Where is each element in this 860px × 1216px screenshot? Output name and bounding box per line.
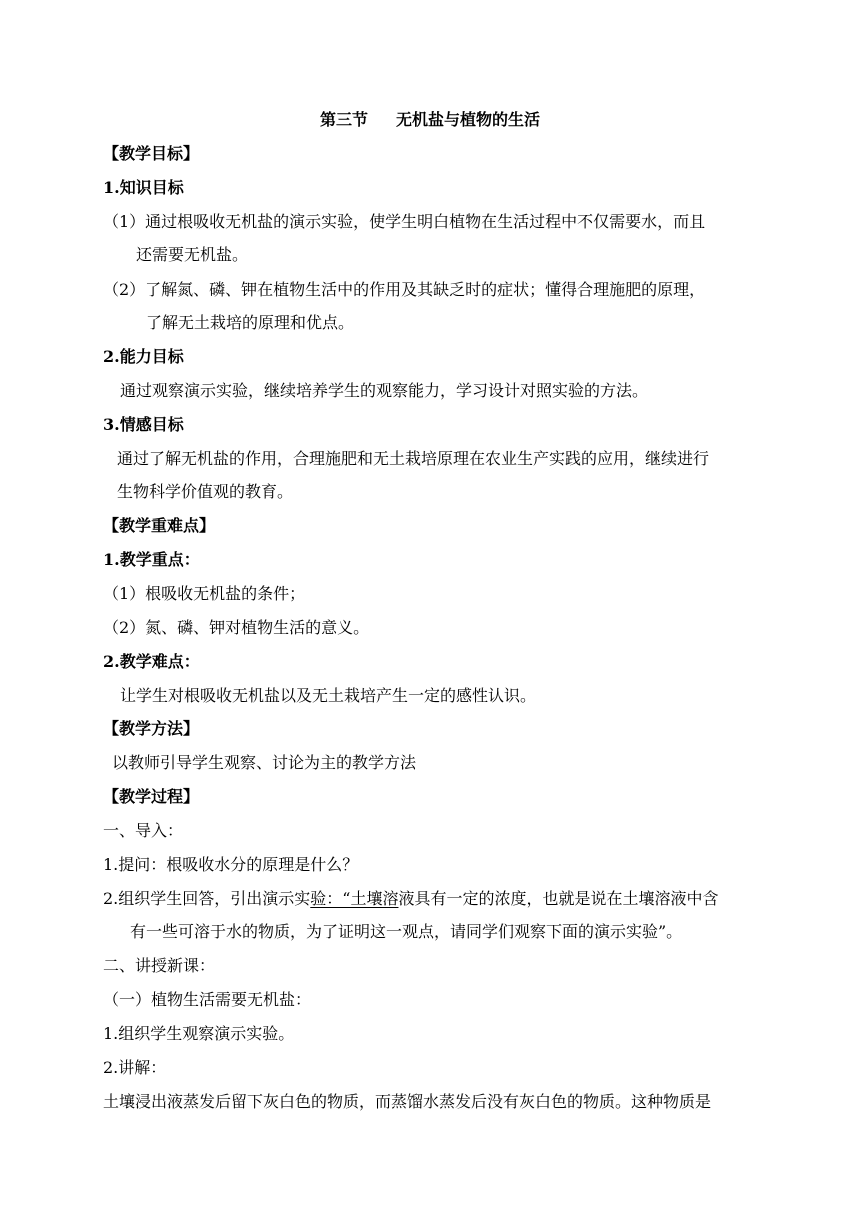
explain-line1: 土壤浸出液蒸发后留下灰白色的物质，而蒸馏水蒸发后没有灰白色的物质。这种物质是 xyxy=(103,1092,712,1111)
emotion-heading: 3.情感目标 xyxy=(103,415,184,434)
keypoints-heading: 【教学重难点】 xyxy=(103,516,216,535)
knowledge-item1-line2: 还需要无机盐。 xyxy=(136,245,249,264)
title-section: 第三节 xyxy=(319,110,368,129)
ability-heading: 2.能力目标 xyxy=(103,347,184,366)
method-heading: 【教学方法】 xyxy=(103,719,200,738)
intro-item2-line1 xyxy=(103,889,718,909)
focus-item1: （1）根吸收无机盐的条件； xyxy=(103,584,306,603)
intro-item2-text-post: 液具有一定的浓度，也就是说在土壤溶液中含 xyxy=(398,889,719,908)
emotion-line1: 通过了解无机盐的作用，合理施肥和无土栽培原理在农业生产实践的应用，继续进行 xyxy=(117,449,710,468)
new-lesson-heading: 二、讲授新课： xyxy=(103,956,216,975)
process-heading: 【教学过程】 xyxy=(103,787,200,806)
intro-item2-underlined: 验：“土壤溶 xyxy=(310,889,399,908)
knowledge-heading: 1.知识目标 xyxy=(103,178,184,197)
method-text: 以教师引导学生观察、讨论为主的教学方法 xyxy=(112,753,417,772)
difficulty-heading: 2.教学难点： xyxy=(103,652,200,671)
focus-item2: （2）氮、磷、钾对植物生活的意义。 xyxy=(103,618,370,637)
subsection1-heading: （一）植物生活需要无机盐： xyxy=(103,990,312,1009)
difficulty-text: 让学生对根吸收无机盐以及无土栽培产生一定的感性认识。 xyxy=(120,686,537,705)
step1: 1.组织学生观察演示实验。 xyxy=(103,1024,295,1043)
emotion-line2: 生物科学价值观的教育。 xyxy=(117,482,294,501)
goals-heading: 【教学目标】 xyxy=(103,144,200,163)
intro-item2-line2: 有一些可溶于水的物质，为了证明这一观点，请同学们观察下面的演示实验”。 xyxy=(130,922,683,941)
step2: 2.讲解： xyxy=(103,1058,167,1077)
knowledge-item2-line1: （2）了解氮、磷、钾在植物生活中的作用及其缺乏时的症状；懂得合理施肥的原理， xyxy=(103,280,706,299)
page-title xyxy=(0,110,860,130)
title-name: 无机盐与植物的生活 xyxy=(396,110,541,129)
focus-heading: 1.教学重点： xyxy=(103,550,200,569)
knowledge-item2-line2: 了解无土栽培的原理和优点。 xyxy=(146,313,355,332)
ability-text: 通过观察演示实验，继续培养学生的观察能力，学习设计对照实验的方法。 xyxy=(120,381,649,400)
intro-item1: 1.提问：根吸收水分的原理是什么？ xyxy=(103,855,359,874)
intro-heading: 一、导入： xyxy=(103,821,184,840)
intro-item2-text-pre: 2.组织学生回答，引出演示实 xyxy=(103,889,311,908)
knowledge-item1-line1: （1）通过根吸收无机盐的演示实验，使学生明白植物在生活过程中不仅需要水，而且 xyxy=(103,212,706,231)
